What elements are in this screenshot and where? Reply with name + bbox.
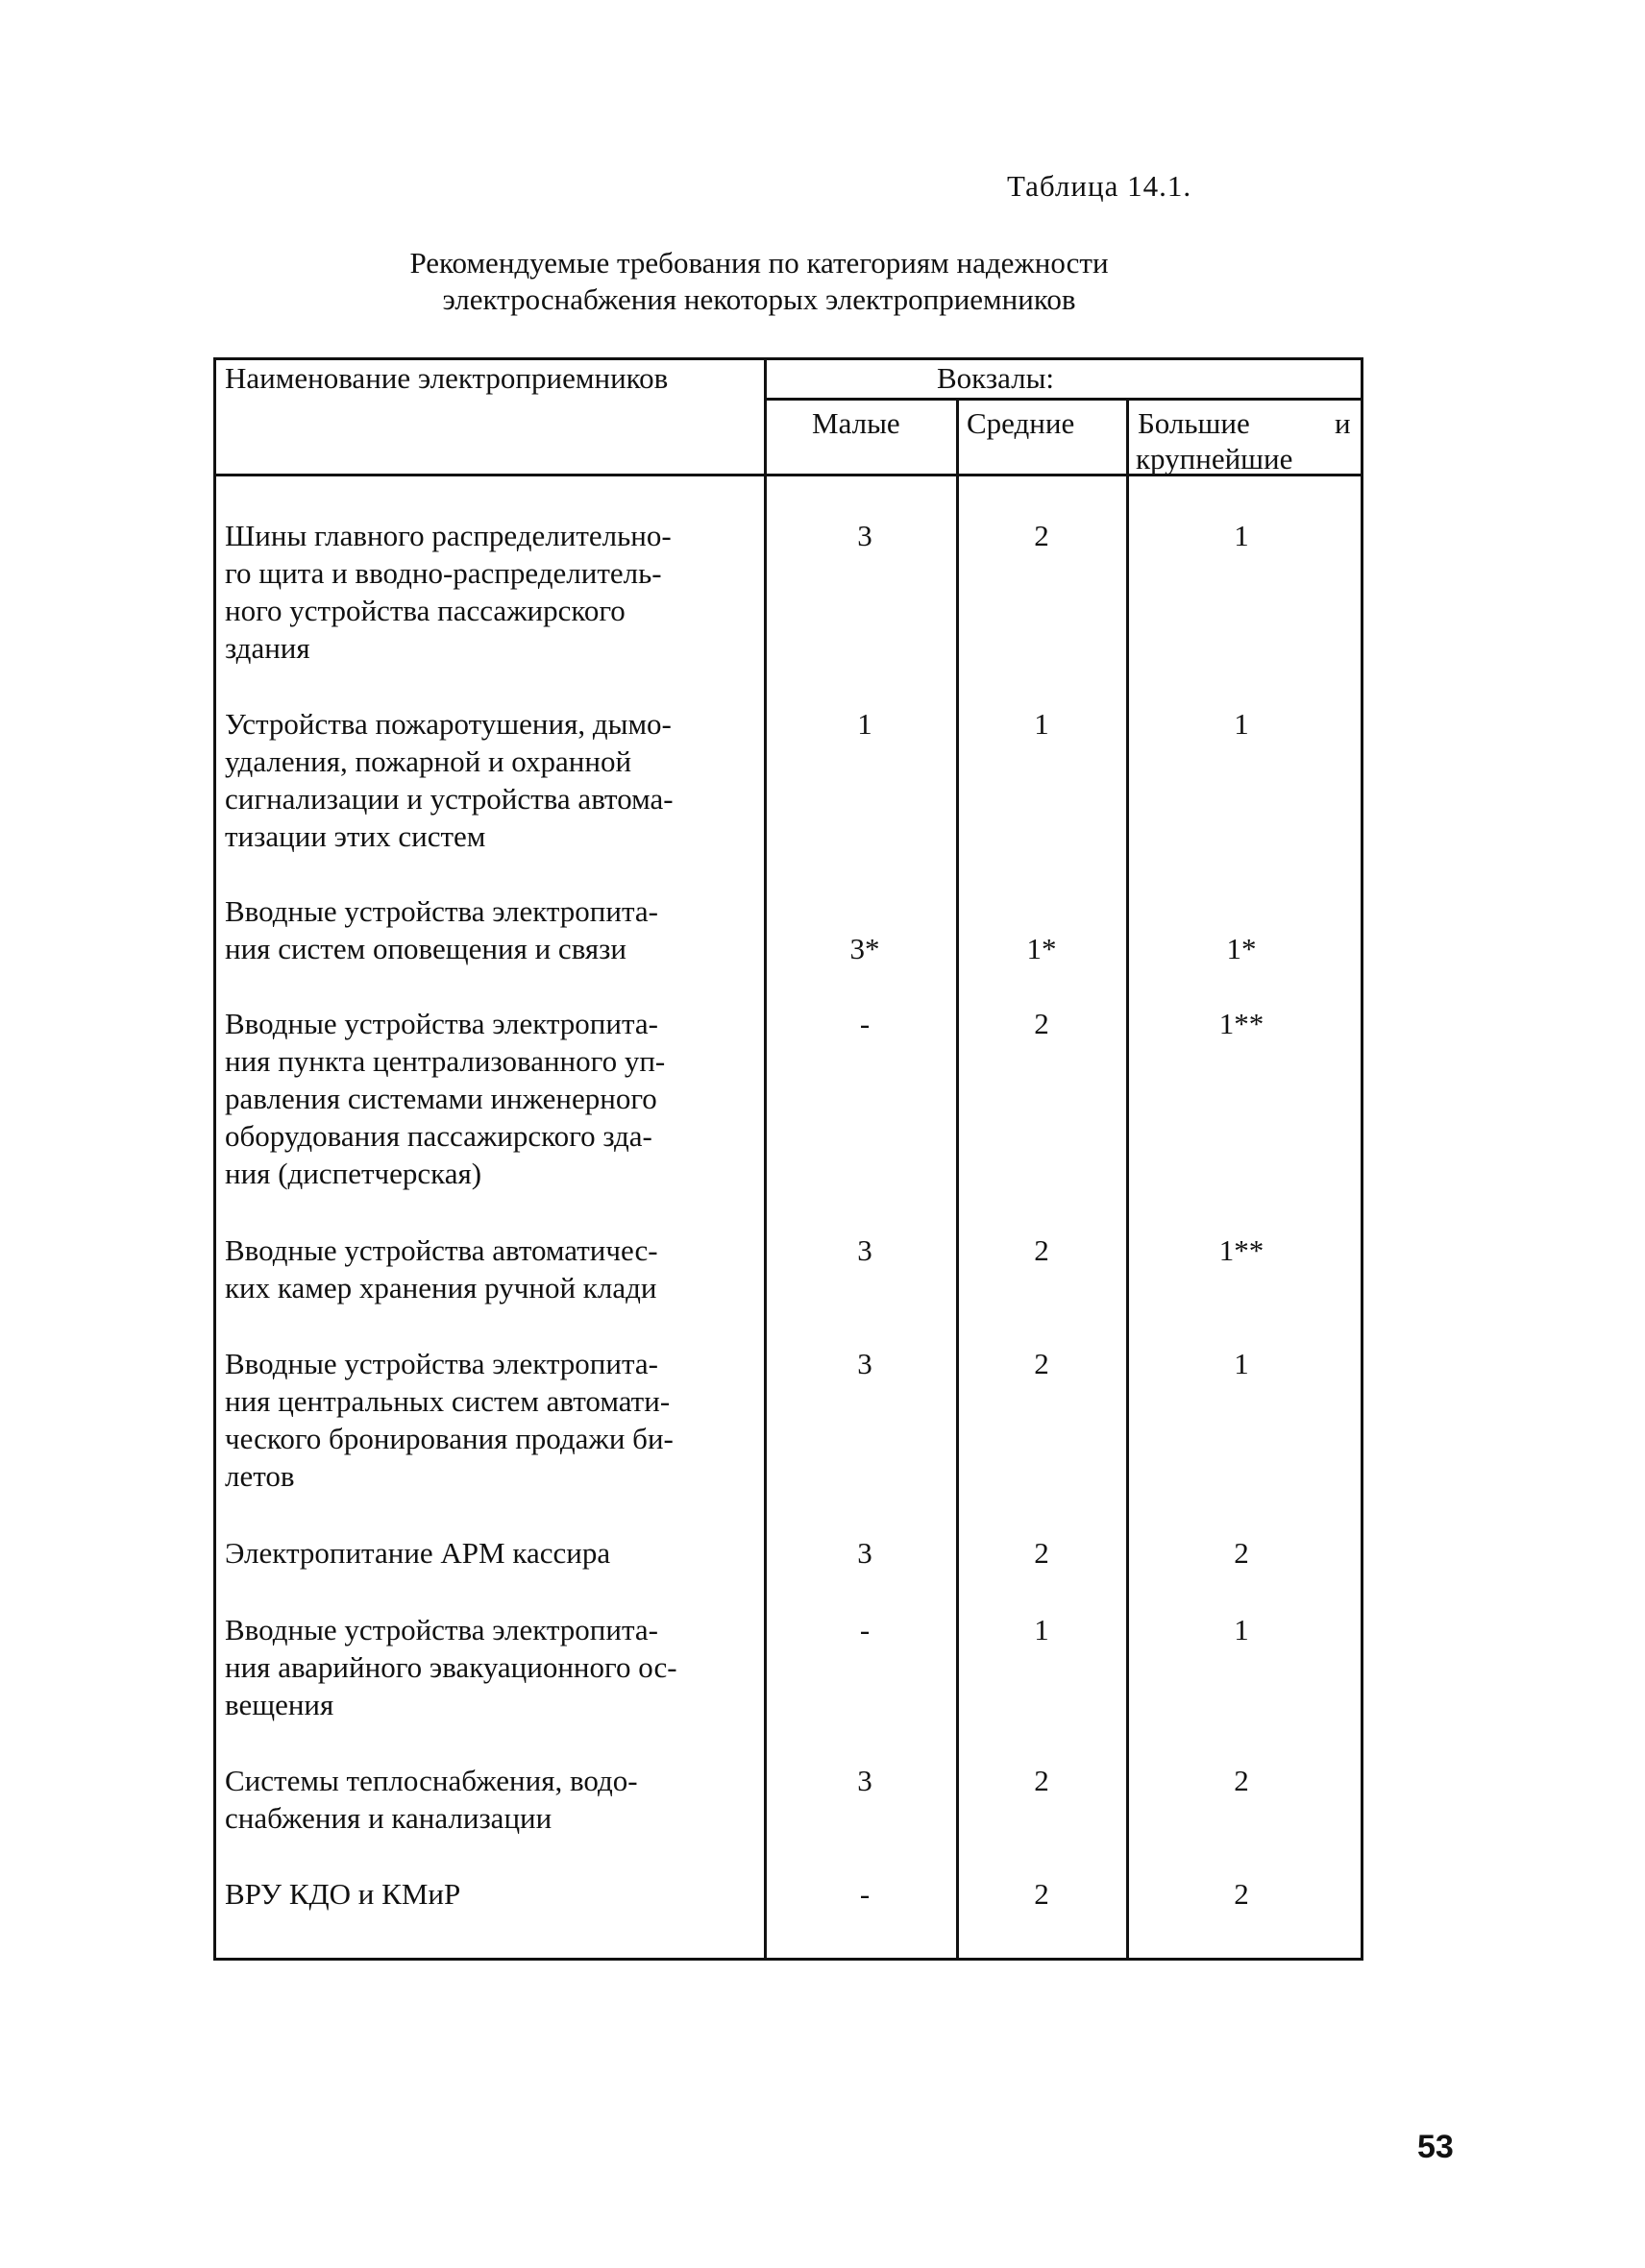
cell-medium: 2 xyxy=(1034,1764,1049,1797)
cell-large: 2 xyxy=(1234,1536,1249,1570)
page-number: 53 xyxy=(1417,2129,1454,2165)
cell-medium: 2 xyxy=(1034,1536,1049,1570)
cell-small: 3 xyxy=(857,1347,872,1380)
cell-small: - xyxy=(859,1877,871,1911)
cell-medium: 1 xyxy=(1034,707,1049,741)
header-large-stations: Большие xyxy=(1138,406,1250,440)
cell-large: 1* xyxy=(1226,932,1257,965)
cell-small: 1 xyxy=(857,707,872,741)
cell-large: 1 xyxy=(1234,1613,1249,1646)
cell-large: 2 xyxy=(1234,1764,1249,1797)
row-name: Шины главного распределительно- го щита и вводно-распределитель- ного устройства пассажирского здания xyxy=(225,519,672,665)
cell-small: 3 xyxy=(857,1536,872,1570)
column-divider xyxy=(764,357,767,1961)
header-name-column: Наименование электроприемников xyxy=(225,361,669,395)
cell-medium: 2 xyxy=(1034,519,1049,552)
cell-small: - xyxy=(859,1613,871,1646)
column-divider xyxy=(1126,401,1129,1961)
cell-small: 3 xyxy=(857,1233,872,1267)
cell-large: 1 xyxy=(1234,519,1249,552)
header-large-stations-and: и xyxy=(1335,406,1351,440)
header-divider xyxy=(764,398,1363,401)
row-name: Устройства пожаротушения, дымо- удаления, пожарной и охранной сигнализации и устройства автома- тизации этих систем xyxy=(225,707,674,853)
cell-large: 1 xyxy=(1234,707,1249,741)
cell-large: 2 xyxy=(1234,1877,1249,1911)
cell-small: 3 xyxy=(857,519,872,552)
row-name: Вводные устройства электропита- ния аварийного эвакуационного ос- вещения xyxy=(225,1613,677,1721)
cell-large: 1** xyxy=(1218,1007,1264,1040)
row-name: ВРУ КДО и КМиР xyxy=(225,1877,461,1911)
cell-small: 3* xyxy=(849,932,880,965)
row-name: Системы теплоснабжения, водо- снабжения и канализации xyxy=(225,1764,638,1835)
row-name: Вводные устройства электропита- ния центральных систем автомати- ческого бронирования продажи би- летов xyxy=(225,1347,674,1493)
column-divider xyxy=(956,401,959,1961)
cell-medium: 2 xyxy=(1034,1877,1049,1911)
table-caption-line-2: электроснабжения некоторых электроприемников xyxy=(442,282,1076,316)
row-name: Вводные устройства электропита- ния пункта централизованного уп- равления системами инженерного оборудования пассажирского зда- ния (диспетчерская) xyxy=(225,1007,666,1190)
header-small-stations: Малые xyxy=(812,406,900,440)
cell-large: 1** xyxy=(1218,1233,1264,1267)
cell-medium: 2 xyxy=(1034,1233,1049,1267)
table-caption-line-1: Рекомендуемые требования по категориям надежности xyxy=(409,246,1109,280)
cell-medium: 1* xyxy=(1026,932,1057,965)
row-name: Электропитание АРМ кассира xyxy=(225,1536,611,1570)
table-number: Таблица 14.1. xyxy=(1007,169,1192,203)
cell-small: - xyxy=(859,1007,871,1040)
row-name: Вводные устройства электропита- ния систем оповещения и связи xyxy=(225,894,658,965)
row-name: Вводные устройства автоматичес- ких камер хранения ручной клади xyxy=(225,1233,658,1305)
cell-medium: 2 xyxy=(1034,1007,1049,1040)
header-medium-stations: Средние xyxy=(967,406,1075,440)
header-stations-group: Вокзалы: xyxy=(937,361,1055,395)
cell-medium: 1 xyxy=(1034,1613,1049,1646)
cell-medium: 2 xyxy=(1034,1347,1049,1380)
cell-large: 1 xyxy=(1234,1347,1249,1380)
header-largest-stations: крупнейшие xyxy=(1136,442,1293,476)
cell-small: 3 xyxy=(857,1764,872,1797)
